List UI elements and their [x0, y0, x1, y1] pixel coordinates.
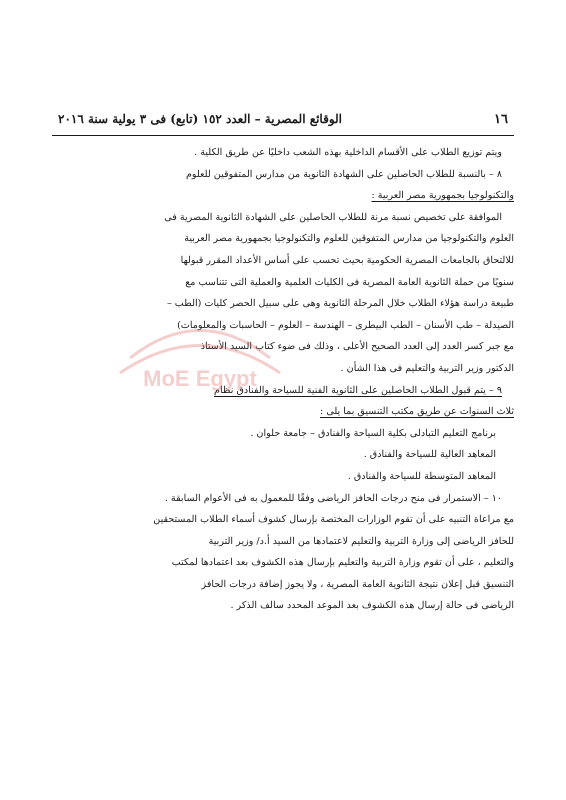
text-line: والتعليم ، على أن تقوم وزارة التربية والتعليم بإرسال هذه الكشوف بعد اعتمادها لمكتب — [171, 557, 514, 569]
text-line: الصيدلة – طب الأسنان – الطب البيطرى – الهندسة – العلوم – الحاسبات والمعلومات) — [177, 319, 514, 331]
text-line: الرياضى فى حالة إرسال هذه الكشوف بعد الموعد المحدد سالف الذكر . — [230, 600, 514, 612]
clause-10: ١٠ – الاستمرار فى منح درجات الحافز الرياضى وفقًا للمعمول به فى الأعوام السابقة . — [164, 492, 502, 504]
clause-9-heading-cont: ثلاث السنوات عن طريق مكتب التنسيق بما يلى : — [320, 406, 514, 418]
clause-8-heading: ٨ – بالنسبة للطلاب الحاصلين على الشهادة الثانوية من مدارس المتفوقين للعلوم — [185, 168, 502, 180]
text-line: طبيعة دراسة هؤلاء الطلاب خلال المرحلة الثانوية وهى على سبيل الحصر كليات (الطب – — [166, 298, 514, 310]
list-item: برنامج التعليم التبادلى بكلية السياحة والفنادق – جامعة حلوان . — [250, 427, 496, 439]
clause-8-heading-cont: والتكنولوجيا بجمهورية مصر العربية : — [371, 190, 514, 202]
header-rule — [52, 135, 514, 136]
gazette-title: الوقائع المصرية – العدد ١٥٢ (تابع) فى ٣ يولية سنة ٢٠١٦ — [58, 112, 343, 126]
text-line: الموافقة على تخصيص نسبة مرنة للطلاب الحاصلين على الشهادة الثانوية المصرية فى — [164, 211, 502, 223]
page-number: ١٦ — [494, 112, 508, 127]
document-body — [52, 142, 514, 617]
text-line: مع جبر كسر العدد إلى العدد الصحيح الأعلى ، وذلك فى ضوء كتاب السيد الأستاذ — [200, 341, 514, 353]
text-line: للالتحاق بالجامعات المصرية الحكومية بحيث تحسب على أساس الأعداد المقرر قبولها — [180, 254, 514, 266]
list-item: المعاهد المتوسطة للسياحة والفنادق . — [347, 470, 496, 482]
list-item: المعاهد العالية للسياحة والفنادق . — [363, 449, 496, 461]
document-page — [52, 110, 514, 617]
text-line: الدكتور وزير التربية والتعليم فى هذا الشأن . — [340, 362, 514, 374]
text-line: التنسيق قبل إعلان نتيجة الثانوية العامة المصرية ، ولا يجوز إضافة درجات الحافز — [201, 578, 514, 590]
clause-9-heading: ٩ – يتم قبول الطلاب الحاصلين على الثانوية الفنية للسياحة والفنادق نظام — [214, 384, 502, 396]
page-header — [52, 110, 514, 135]
text-line: ويتم توزيع الطلاب على الأقسام الداخلية بهذه الشعب داخليًا عن طريق الكلية . — [194, 147, 502, 158]
text-line: للحافز الرياضى إلى وزارة التربية والتعليم لاعتمادها من السيد أ.د/ وزير التربية — [208, 535, 514, 547]
text-line: العلوم والتكنولوجيا من مدارس المتفوقين للعلوم والتكنولوجيا بجمهورية مصر العربية — [184, 233, 514, 245]
watermark-text: MoE Egypt — [143, 366, 257, 391]
text-line: سنويًا من حملة الثانوية العامة المصرية فى الكليات العلمية والعملية التى تتناسب مع — [185, 276, 514, 288]
text-line: مع مراعاة التنبيه على أن تقوم الوزارات المختصة بإرسال كشوف أسماء الطلاب المستحقين — [153, 514, 514, 526]
